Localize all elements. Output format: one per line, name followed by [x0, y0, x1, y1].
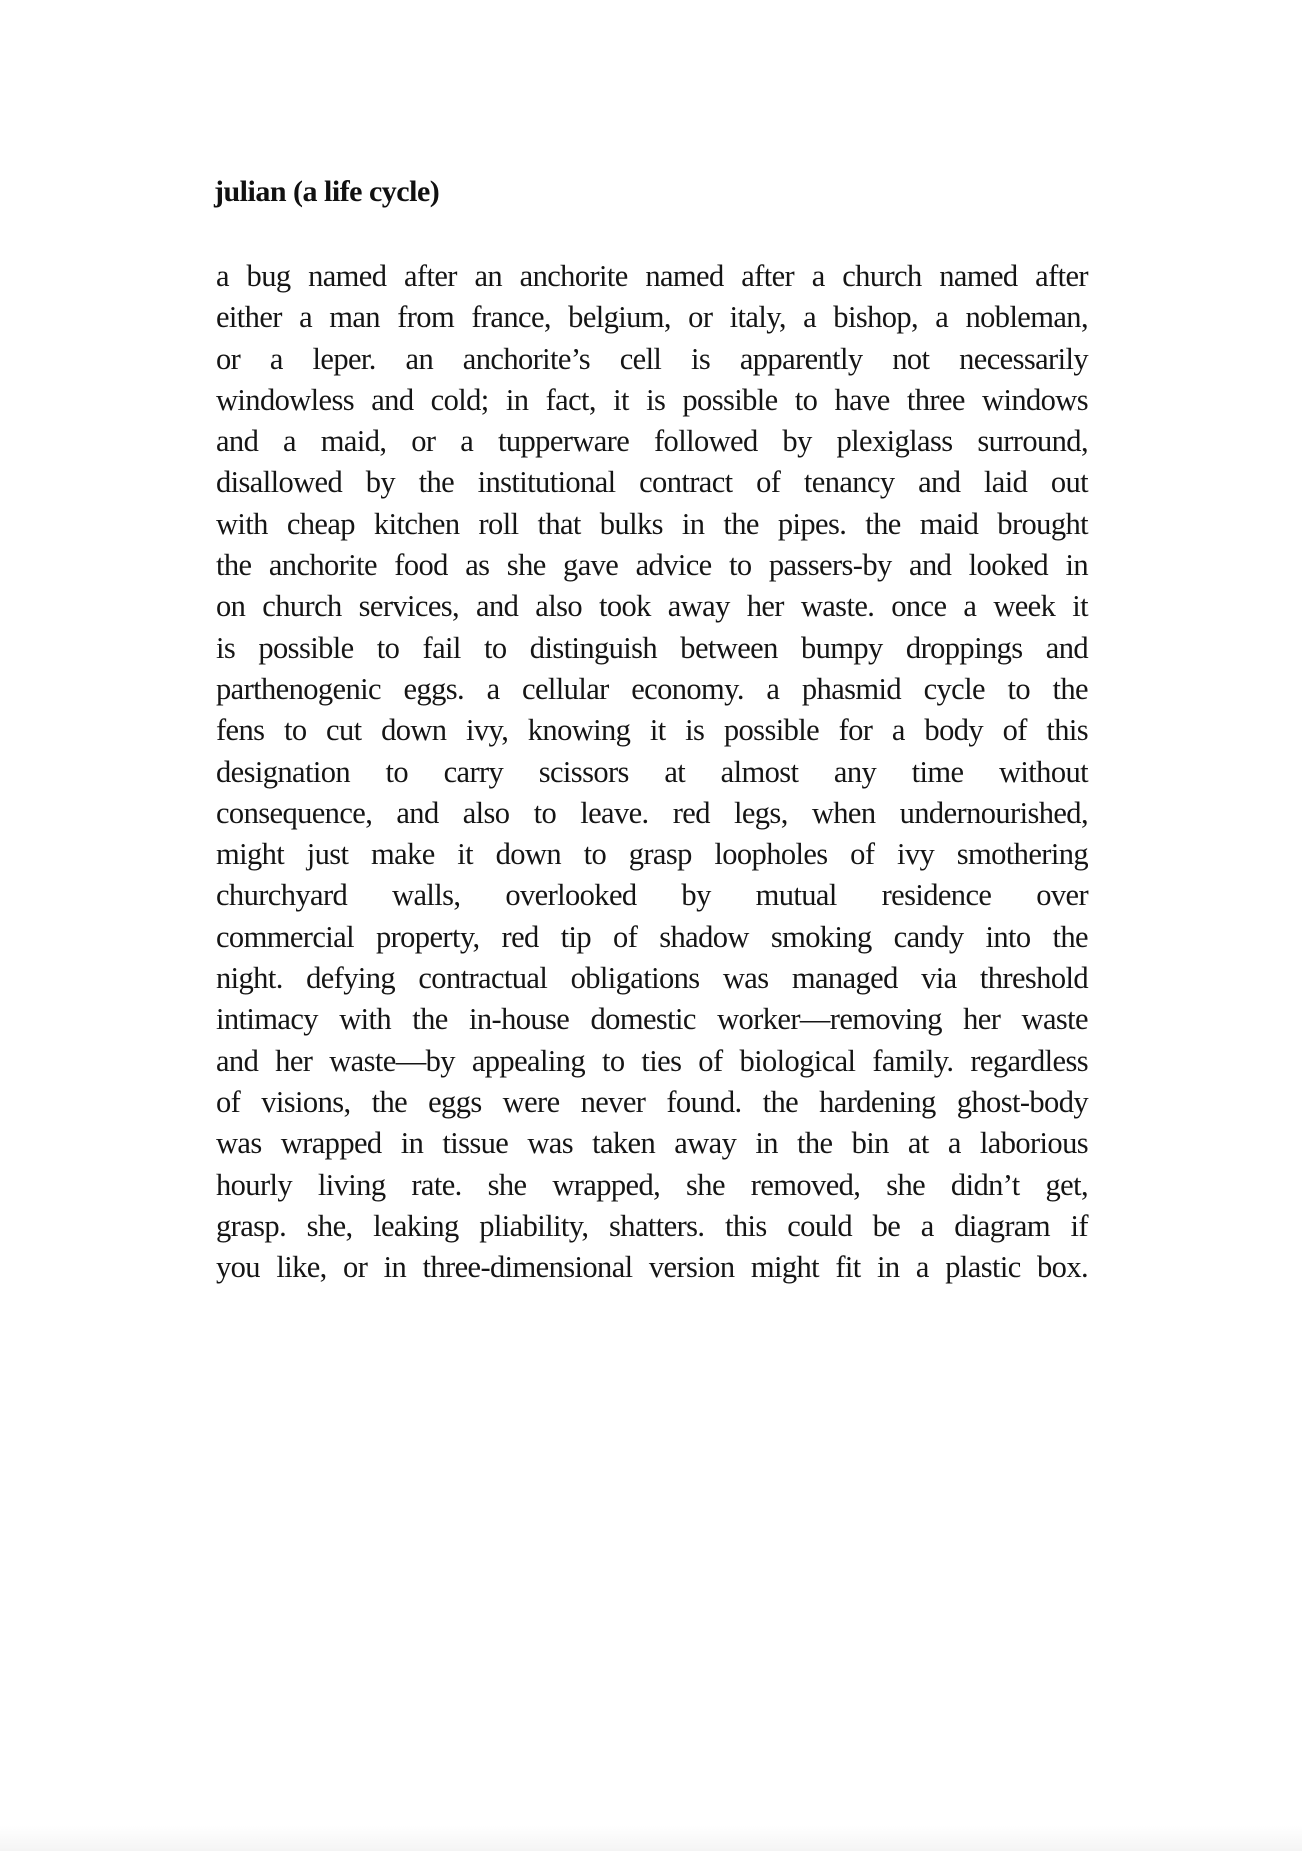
text-line: is possible to fail to distinguish between bumpy droppings and [216, 630, 1088, 665]
page-bottom-edge [0, 1826, 1302, 1851]
text-line: or a leper. an anchorite’s cell is apparently not necessarily [216, 341, 1088, 376]
text-line: and a maid, or a tupperware followed by plexiglass surround, [216, 424, 1088, 459]
poem-title: julian (a life cycle) [214, 175, 440, 208]
text-line: intimacy with the in-house domestic worker—removing her waste [216, 1002, 1088, 1037]
text-line: consequence, and also to leave. red legs, when undernourished, [216, 795, 1088, 830]
text-line: the anchorite food as she gave advice to passers-by and looked in [216, 548, 1088, 583]
text-line: you like, or in three-dimensional version might fit in a plastic box. [216, 1250, 1088, 1285]
text-line: disallowed by the institutional contract of tenancy and laid out [216, 465, 1088, 500]
text-line: and her waste—by appealing to ties of biological family. regardless [216, 1043, 1088, 1078]
text-line: was wrapped in tissue was taken away in the bin at a laborious [216, 1126, 1088, 1161]
text-line: churchyard walls, overlooked by mutual residence over [216, 878, 1088, 913]
text-line: fens to cut down ivy, knowing it is possible for a body of this [216, 713, 1088, 748]
text-line: designation to carry scissors at almost any time without [216, 754, 1088, 789]
text-line: either a man from france, belgium, or italy, a bishop, a nobleman, [216, 300, 1088, 335]
text-line: grasp. she, leaking pliability, shatters. this could be a diagram if [216, 1208, 1088, 1243]
text-line: on church services, and also took away her waste. once a week it [216, 589, 1088, 624]
text-line: a bug named after an anchorite named after a church named after [216, 259, 1088, 293]
text-line: of visions, the eggs were never found. the hardening ghost-body [216, 1084, 1088, 1119]
text-line: night. defying contractual obligations was managed via threshold [216, 961, 1088, 996]
text-line: parthenogenic eggs. a cellular economy. a phasmid cycle to the [216, 671, 1088, 706]
text-line: with cheap kitchen roll that bulks in the pipes. the maid brought [216, 506, 1088, 541]
prose-poem-body [216, 256, 1088, 1288]
text-line: windowless and cold; in fact, it is possible to have three windows [216, 382, 1088, 417]
text-line: hourly living rate. she wrapped, she removed, she didn’t get, [216, 1167, 1088, 1202]
text-line: commercial property, red tip of shadow smoking candy into the [216, 919, 1088, 954]
text-line: might just make it down to grasp loopholes of ivy smothering [216, 837, 1088, 872]
